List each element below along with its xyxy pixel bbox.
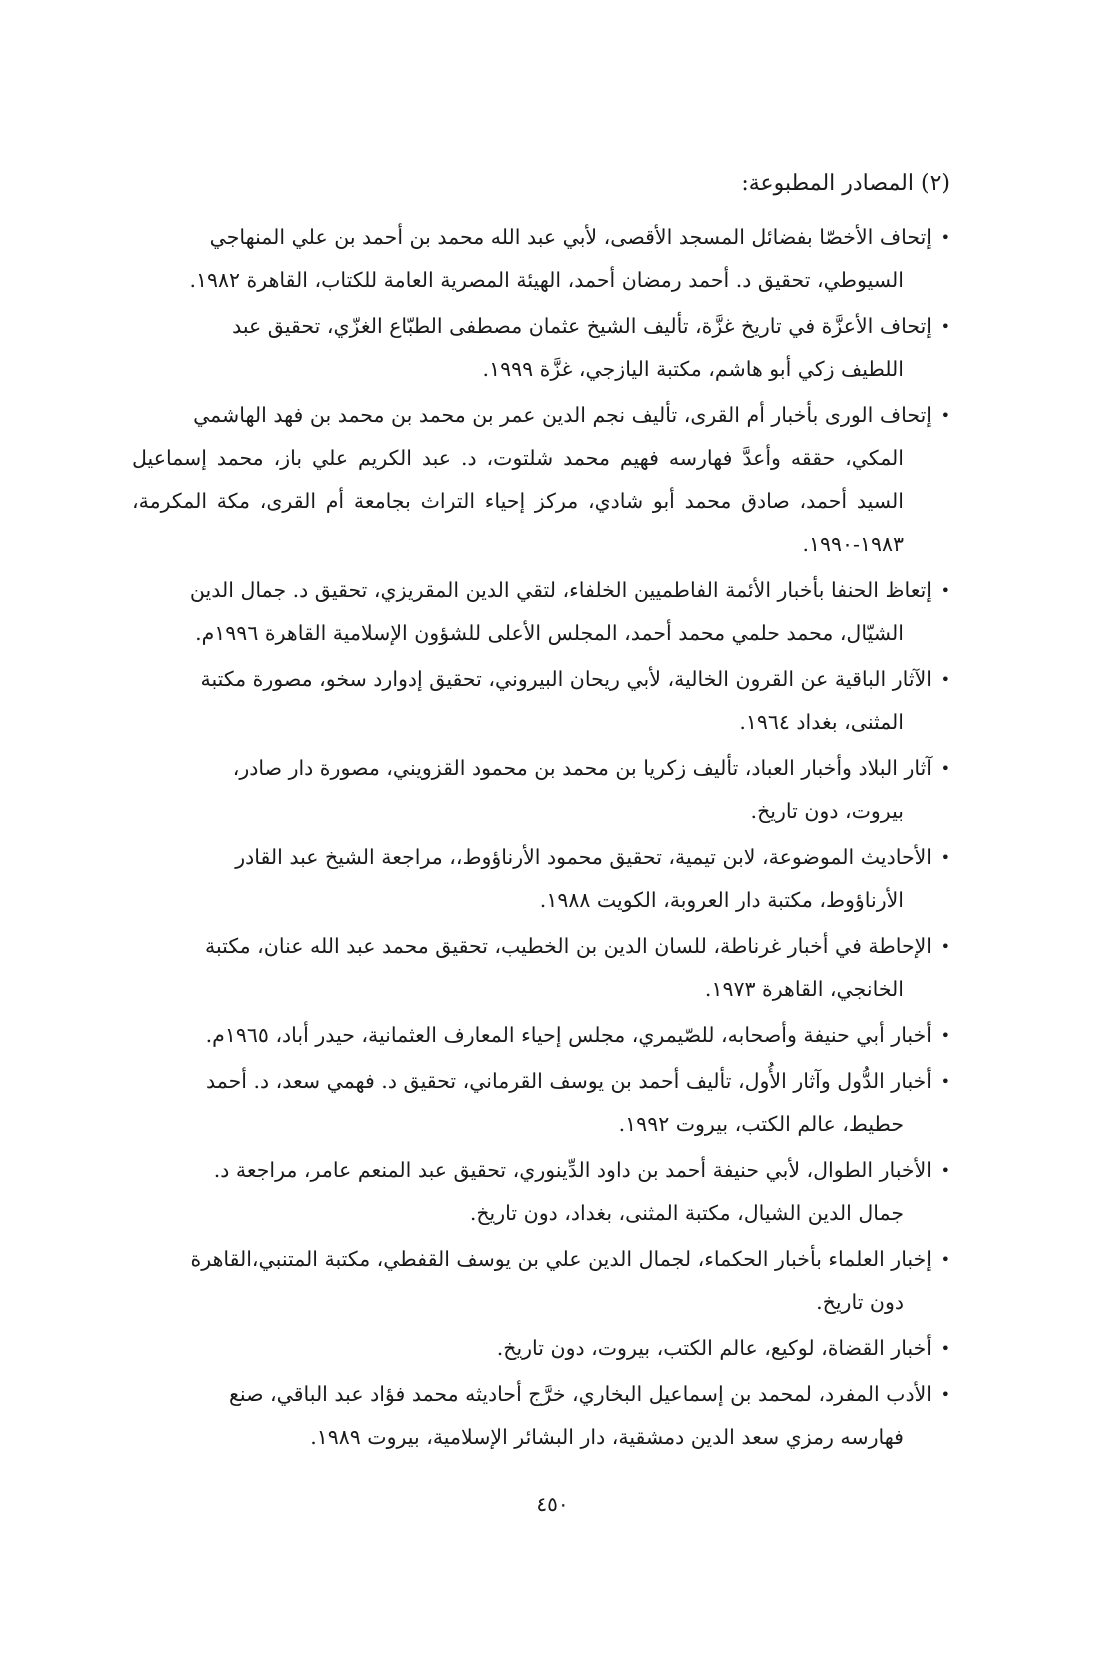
bullet-icon: • [940, 759, 950, 778]
bullet-icon: • [940, 670, 950, 689]
entry-continuation: الخانجي، القاهرة ١٩٧٣. [704, 977, 904, 1001]
section-heading: (٢) المصادر المطبوعة: [741, 171, 950, 196]
bibliography-entry [132, 1149, 950, 1235]
entry-continuation: الشيّال، محمد حلمي محمد أحمد، المجلس الأعلى للشؤون الإسلامية القاهرة ١٩٩٦م. [195, 621, 904, 645]
entry-continuation: المكي، حققه وأعدَّ فهارسه فهيم محمد شلتوت، د. عبد الكريم علي باز، محمد إسماعيل السيد أحمد، صادق محمد أبو شادي، مركز إحياء التراث بجامعة أم القرى، مكة المكرمة، ١٩٨٣-١٩٩٠. [132, 446, 904, 556]
bibliography-entry [132, 1373, 950, 1459]
bullet-icon: • [940, 406, 950, 425]
bibliography-entry [132, 658, 950, 744]
bibliography-entry [132, 1327, 950, 1370]
bibliography-entry [132, 305, 950, 391]
entry-first-line: أخبار القضاة، لوكيع، عالم الكتب، بيروت، دون تاريخ. [496, 1336, 932, 1360]
entry-first-line: إتحاف الأخصّا بفضائل المسجد الأقصى، لأبي عبد الله محمد بن أحمد بن علي المنهاجي [209, 225, 932, 249]
entry-continuation: الأرناؤوط، مكتبة دار العروبة، الكويت ١٩٨٨. [539, 888, 904, 912]
page-number: ٤٥٠ [536, 1492, 569, 1516]
entry-first-line: إتحاف الأعزَّة في تاريخ غزَّة، تأليف الشيخ عثمان مصطفى الطبّاع الغزّي، تحقيق عبد [232, 314, 932, 338]
bullet-icon: • [940, 228, 950, 247]
bibliography-entry [132, 925, 950, 1011]
entry-continuation: المثنى، بغداد ١٩٦٤. [739, 710, 904, 734]
entry-first-line: الآثار الباقية عن القرون الخالية، لأبي ريحان البيروني، تحقيق إدوارد سخو، مصورة مكتبة [200, 667, 932, 691]
entry-first-line: الإحاطة في أخبار غرناطة، للسان الدين بن الخطيب، تحقيق محمد عبد الله عنان، مكتبة [205, 934, 932, 958]
bullet-icon: • [940, 1339, 950, 1358]
bibliography-entry [132, 569, 950, 655]
entry-continuation: السيوطي، تحقيق د. أحمد رمضان أحمد، الهيئة المصرية العامة للكتاب، القاهرة ١٩٨٢. [189, 268, 904, 292]
bullet-icon: • [940, 1072, 950, 1091]
entry-continuation: جمال الدين الشيال، مكتبة المثنى، بغداد، دون تاريخ. [469, 1201, 904, 1225]
entry-continuation: دون تاريخ. [816, 1290, 904, 1314]
bullet-icon: • [940, 1026, 950, 1045]
entry-first-line: الأدب المفرد، لمحمد بن إسماعيل البخاري، خرَّج أحاديثه محمد فؤاد عبد الباقي، صنع [228, 1382, 932, 1406]
bibliography-entry [132, 1060, 950, 1146]
entry-continuation: فهارسه رمزي سعد الدين دمشقية، دار البشائر الإسلامية، بيروت ١٩٨٩. [310, 1425, 904, 1449]
bibliography-entry [132, 216, 950, 302]
bibliography-list [132, 216, 950, 1462]
bibliography-entry [132, 1238, 950, 1324]
entry-first-line: أخبار الدُّول وآثار الأُول، تأليف أحمد بن يوسف القرماني، تحقيق د. فهمي سعد، د. أحمد [205, 1069, 932, 1093]
entry-first-line: إتحاف الورى بأخبار أم القرى، تأليف نجم الدين عمر بن محمد بن محمد بن فهد الهاشمي [193, 403, 932, 427]
bullet-icon: • [940, 848, 950, 867]
entry-continuation: اللطيف زكي أبو هاشم، مكتبة اليازجي، غزَّة ١٩٩٩. [482, 357, 904, 381]
entry-first-line: الأخبار الطوال، لأبي حنيفة أحمد بن داود الدِّينوري، تحقيق عبد المنعم عامر، مراجعة د. [213, 1158, 932, 1182]
entry-first-line: آثار البلاد وأخبار العباد، تأليف زكريا بن محمد بن محمود القزويني، مصورة دار صادر، [232, 756, 932, 780]
bullet-icon: • [940, 937, 950, 956]
bullet-icon: • [940, 317, 950, 336]
bullet-icon: • [940, 581, 950, 600]
entry-first-line: الأحاديث الموضوعة، لابن تيمية، تحقيق محمود الأرناؤوط،، مراجعة الشيخ عبد القادر [235, 845, 932, 869]
bibliography-entry [132, 836, 950, 922]
entry-first-line: إخبار العلماء بأخبار الحكماء، لجمال الدين علي بن يوسف القفطي، مكتبة المتنبي،القاهرة [190, 1247, 932, 1271]
bibliography-entry [132, 747, 950, 833]
bibliography-entry [132, 1014, 950, 1057]
bibliography-entry [132, 394, 950, 566]
bullet-icon: • [940, 1385, 950, 1404]
entry-continuation: حطيط، عالم الكتب، بيروت ١٩٩٢. [618, 1112, 904, 1136]
bullet-icon: • [940, 1250, 950, 1269]
entry-first-line: إتعاظ الحنفا بأخبار الأئمة الفاطميين الخلفاء، لتقي الدين المقريزي، تحقيق د. جمال الدين [189, 578, 932, 602]
bullet-icon: • [940, 1161, 950, 1180]
entry-first-line: أخبار أبي حنيفة وأصحابه، للصّيمري، مجلس إحياء المعارف العثمانية، حيدر أباد، ١٩٦٥م. [205, 1023, 932, 1047]
entry-continuation: بيروت، دون تاريخ. [750, 799, 904, 823]
